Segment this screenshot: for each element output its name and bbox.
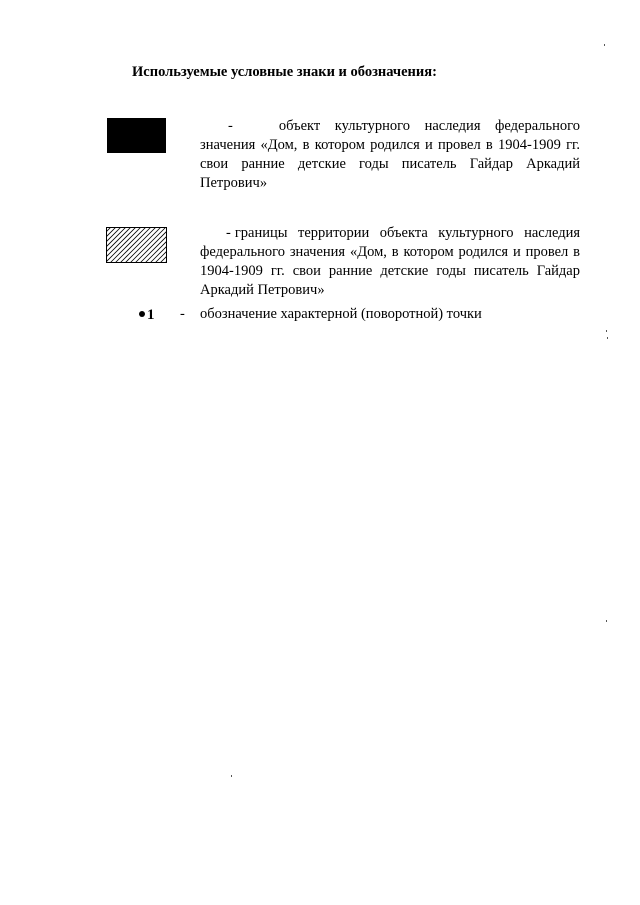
legend-item-turning-point: обозначение характерной (поворотной) точки xyxy=(200,306,482,322)
scan-speck xyxy=(231,775,232,777)
territory-boundary-hatch-symbol xyxy=(106,227,167,263)
turning-point-symbol xyxy=(139,307,155,324)
legend-item-territory-boundary xyxy=(200,224,580,300)
cultural-heritage-object-symbol xyxy=(107,118,166,153)
legend-dash: - xyxy=(180,306,185,322)
legend-dash: - xyxy=(228,118,233,134)
scan-speck xyxy=(606,330,607,332)
legend-description: границы территории объекта культурного наследия федерального значения «Дом, в котором родился и провел в 1904-1909 гг. свои ранние детские годы писатель Гайдар Аркадий Петрович» xyxy=(200,225,580,298)
legend-dash: - xyxy=(226,225,231,241)
scan-speck xyxy=(606,620,607,622)
point-dot-icon xyxy=(139,311,145,317)
legend-item-cultural-heritage-object xyxy=(200,117,580,193)
scan-speck xyxy=(607,337,608,339)
legend-description: объект культурного наследия федерального значения «Дом, в котором родился и провел в 1904-1909 гг. свои ранние детские годы писатель Гайдар Аркадий Петрович» xyxy=(200,118,580,191)
point-number: 1 xyxy=(147,307,155,323)
legend-title: Используемые условные знаки и обозначения: xyxy=(132,64,437,80)
scan-speck xyxy=(604,44,605,46)
